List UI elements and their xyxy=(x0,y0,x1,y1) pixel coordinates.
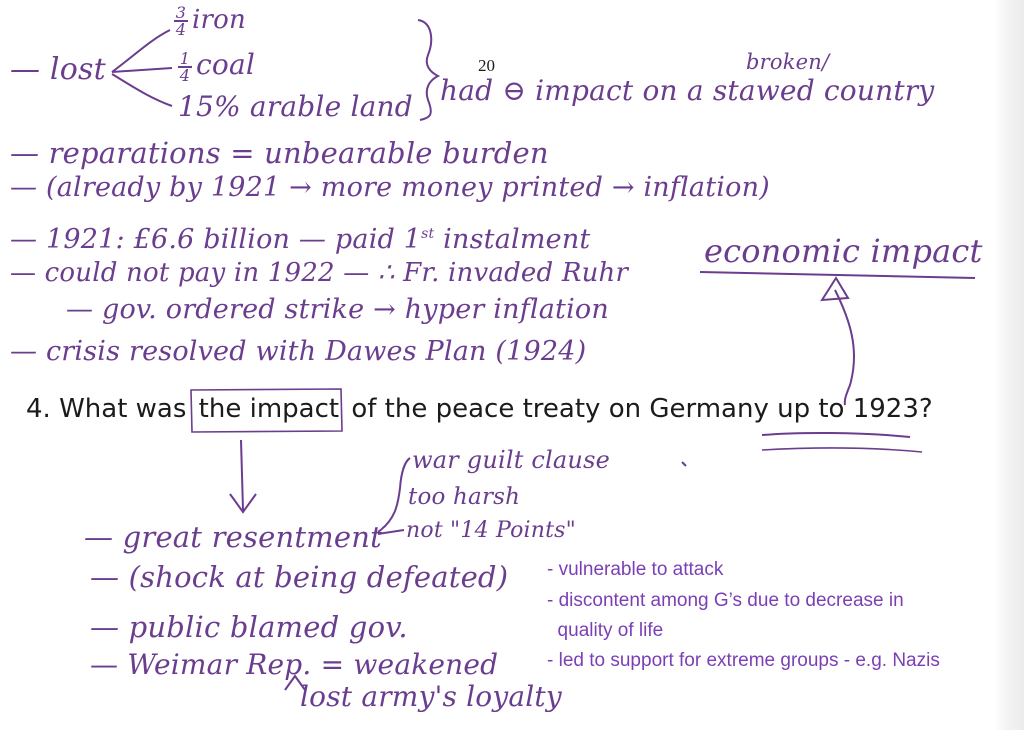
lost-item-iron: $\frac{3}{4}$ iron xyxy=(175,3,246,39)
bullet-ruhr: — could not pay in 1922 — ∴ Fr. invaded Ruhr xyxy=(10,258,629,288)
bullet-reparations: — reparations = unbearable burden xyxy=(10,136,549,170)
reason-14-points: not "14 Points" xyxy=(406,518,576,543)
bullet-shock: — (shock at being defeated) xyxy=(90,560,509,594)
economic-arrow-head xyxy=(822,278,848,300)
lost-branch-top xyxy=(112,30,170,72)
fraction-one-quarter: $\frac{1}{4}$ xyxy=(179,48,191,85)
economic-arrow-shaft xyxy=(835,290,854,405)
page-number: 20 xyxy=(478,56,495,75)
bullet-resentment: — great resentment xyxy=(84,520,382,554)
down-arrow-shaft xyxy=(241,440,243,510)
typed-note-extreme: - led to support for extreme groups - e.g. Nazis xyxy=(547,650,940,671)
question-prefix: 4. What was xyxy=(26,394,195,424)
fraction-three-quarters: $\frac{3}{4}$ xyxy=(175,3,187,39)
typed-note-discontent: - discontent among G’s due to decrease in xyxy=(547,590,904,611)
up-to-underline-2 xyxy=(762,448,922,452)
tick-mark xyxy=(682,462,686,466)
bullet-public-blamed: — public blamed gov. xyxy=(90,610,408,644)
bullet-weimar: — Weimar Rep. = weakened xyxy=(90,648,499,681)
bullet-strike: — gov. ordered strike → hyper inflation xyxy=(66,294,609,325)
impact-statement: had ⊖ impact on a stawed country xyxy=(440,74,935,107)
lost-branch-mid xyxy=(112,68,172,72)
bullet-inflation: — (already by 1921 → more money printed → inflation) xyxy=(10,172,770,203)
question-middle: of the peace treaty on Germany xyxy=(343,394,778,424)
bullet-dawes: — crisis resolved with Dawes Plan (1924) xyxy=(10,336,587,367)
economic-underline xyxy=(700,272,975,278)
question-suffix: ? xyxy=(918,394,933,424)
question-underlined: up to 1923 xyxy=(777,394,919,424)
lost-item-land: 15% arable land xyxy=(178,90,413,123)
reason-too-harsh: too harsh xyxy=(408,484,521,510)
right-brace xyxy=(418,20,438,120)
bullet-payment: — 1921: £6.6 billion — paid 1st instalment xyxy=(10,224,591,255)
typed-note-vulnerable: - vulnerable to attack xyxy=(547,559,724,580)
lost-branch-bottom xyxy=(112,74,172,106)
army-note: lost army's loyalty xyxy=(300,680,562,713)
typed-note-quality: quality of life xyxy=(547,620,664,641)
up-to-underline xyxy=(762,433,910,437)
lost-item-coal: $\frac{1}{4}$ coal xyxy=(179,48,255,85)
question-boxed-text: the impact xyxy=(198,394,340,424)
reason-war-guilt: war guilt clause xyxy=(412,446,611,474)
question-heading xyxy=(26,394,933,424)
broken-note: broken/ xyxy=(746,50,830,74)
lost-label: — lost xyxy=(10,52,106,87)
economic-impact-label: economic impact xyxy=(704,232,983,270)
